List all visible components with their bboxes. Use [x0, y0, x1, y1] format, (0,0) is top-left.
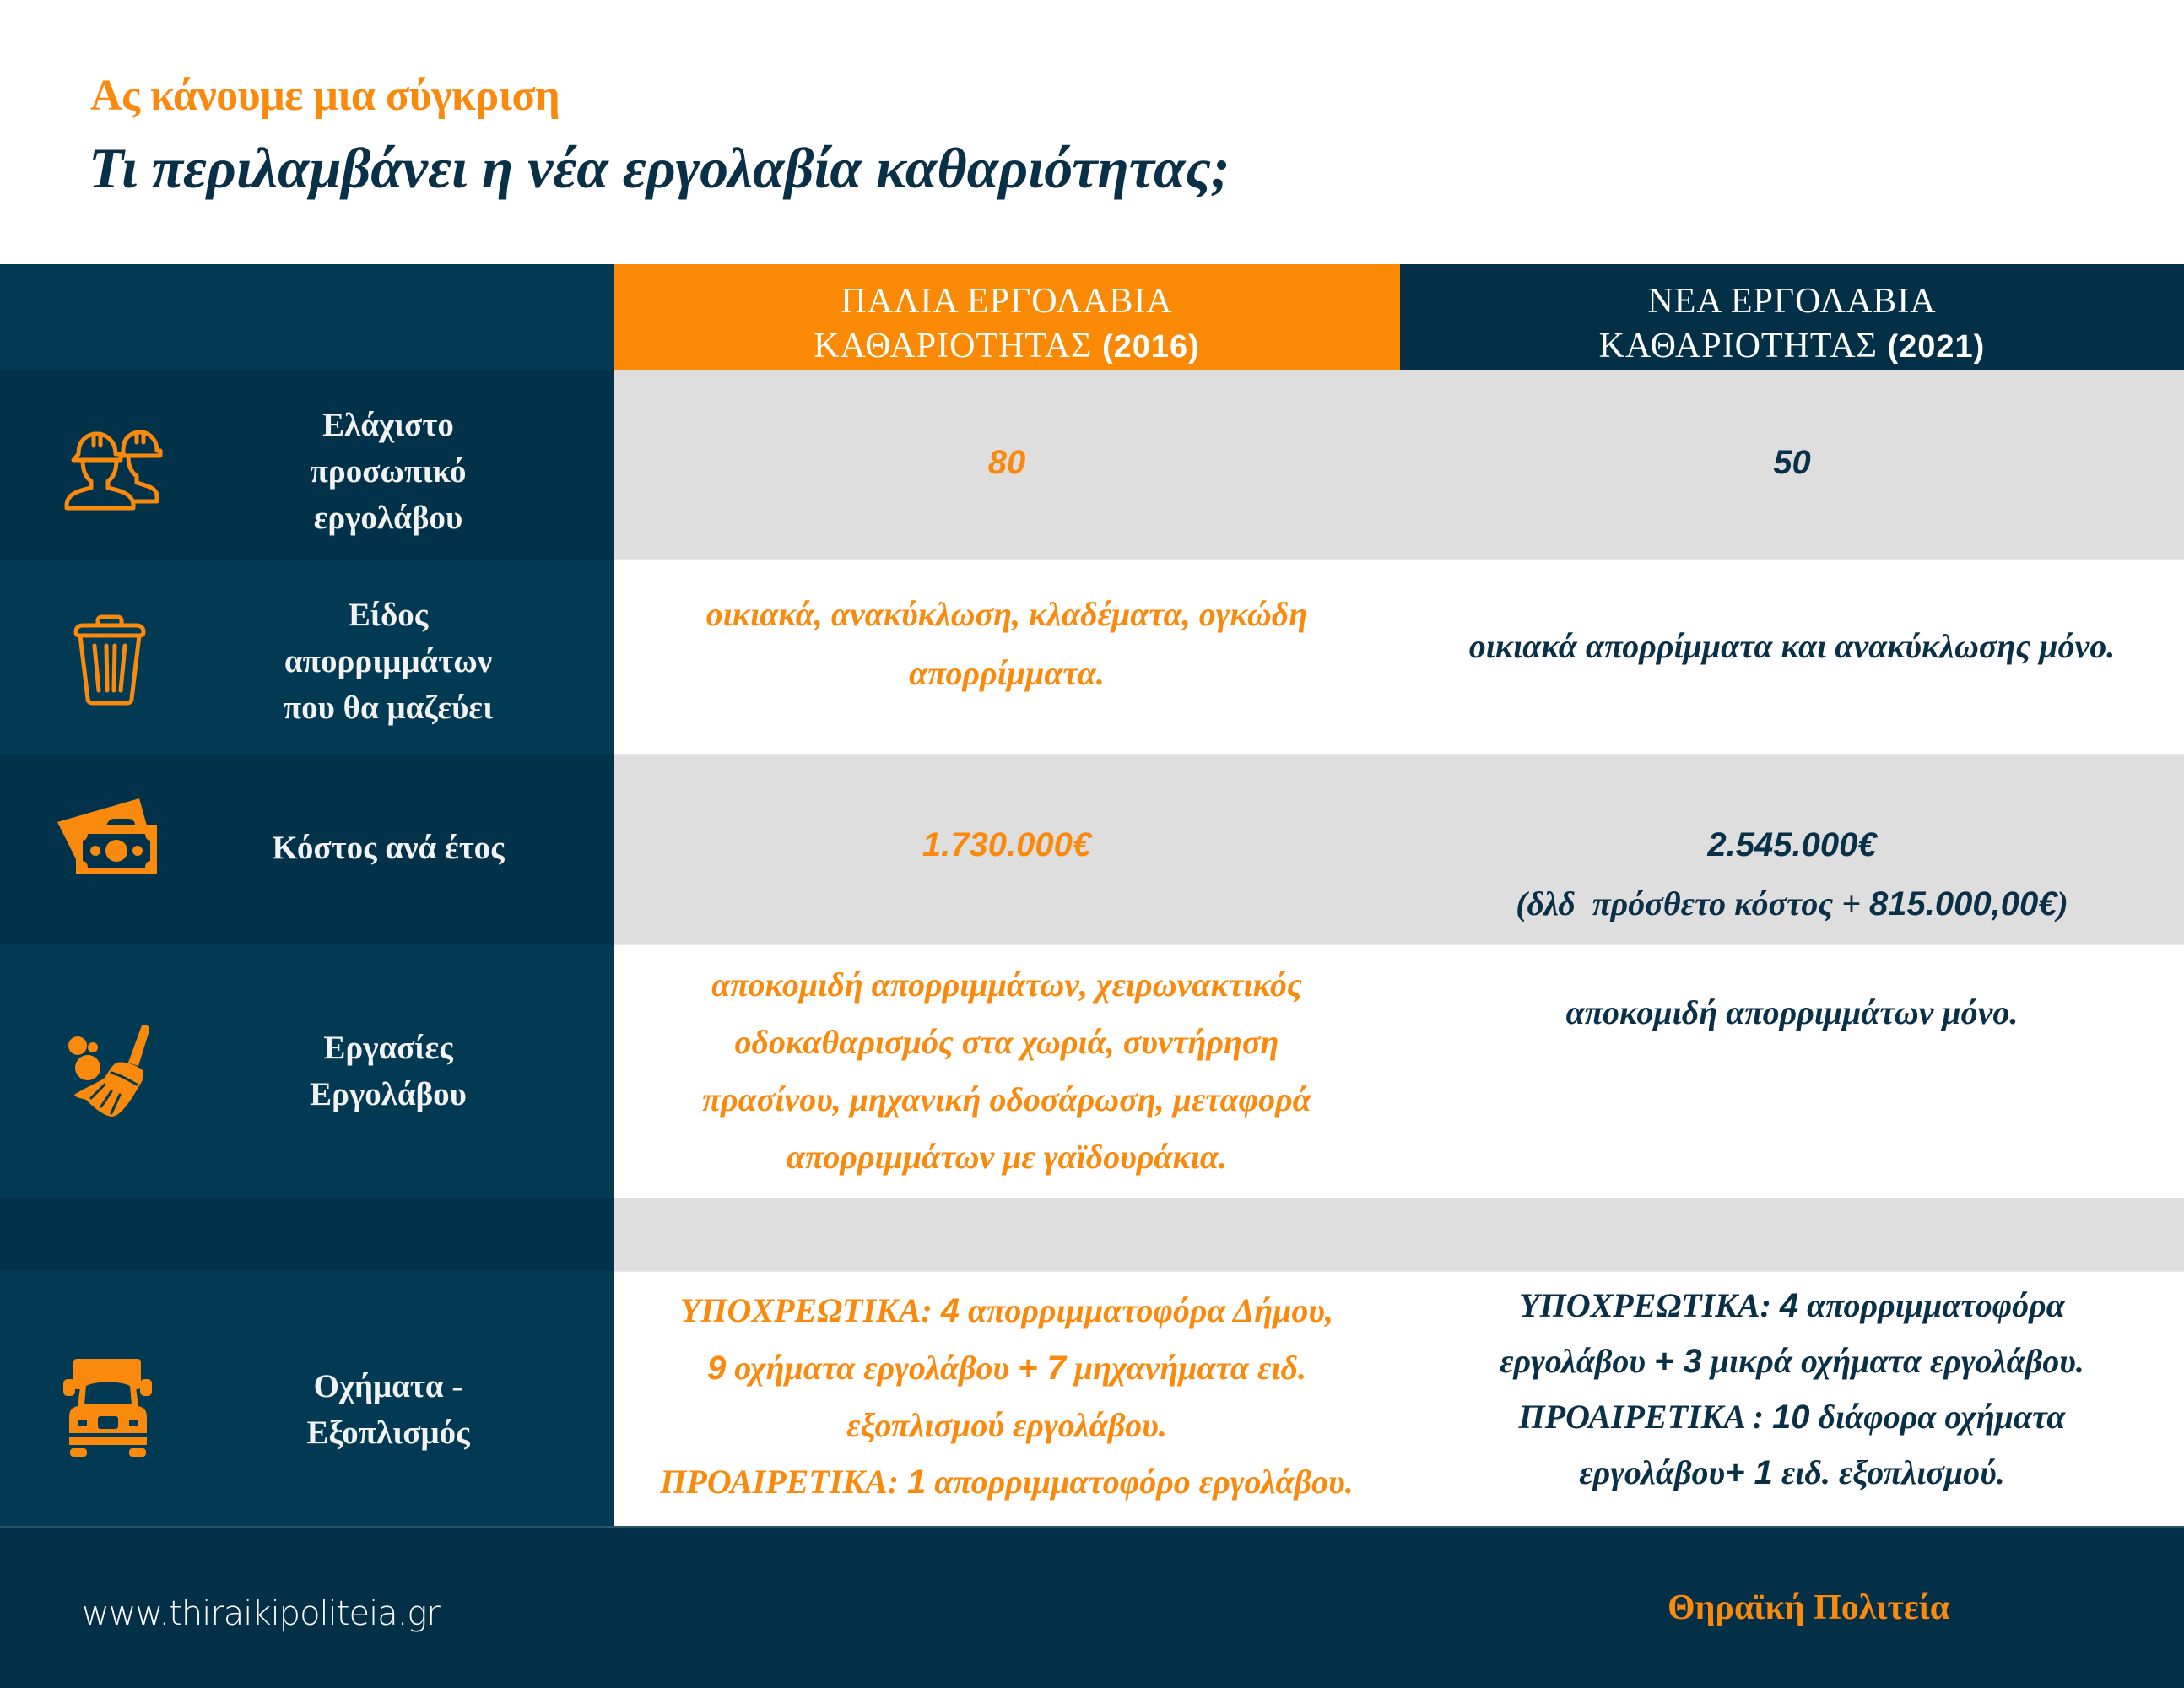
table-row-tasks — [0, 944, 2184, 1198]
row-label-line: Εξοπλισμός — [306, 1415, 470, 1451]
row-label-cell — [0, 944, 614, 1198]
row-label-line: Εργασίες — [323, 1030, 453, 1066]
column-header-old-year: (2016) — [1101, 329, 1200, 365]
row-divider — [614, 1270, 2184, 1272]
count: + 1 — [1725, 1454, 1773, 1491]
item-text: εργολάβου — [1579, 1453, 1726, 1491]
item-text: μικρά οχήματα εργολάβου. — [1701, 1342, 2084, 1380]
column-header-old — [614, 264, 1400, 370]
new-value-cell — [1400, 1271, 2184, 1526]
item-text: διάφορα οχήματα — [1809, 1398, 2066, 1436]
new-value-cell — [1400, 370, 2184, 560]
item-text: εξοπλισμού εργολάβου. — [846, 1406, 1167, 1444]
old-tasks-line: απορριμμάτων με γαϊδουράκια. — [787, 1138, 1227, 1176]
old-value-cell — [614, 560, 1400, 755]
old-cost-value: 1.730.000€ — [922, 826, 1092, 863]
new-cost-note-suffix: ) — [2057, 885, 2068, 922]
spacer-left — [0, 1198, 614, 1271]
column-header-old-line2: ΚΑΘΑΡΙΟΤΗΤΑΣ — [814, 327, 1093, 365]
column-header-new-line1: ΝΕΑ ΕΡΓΟΛΑΒΙΑ — [1647, 282, 1937, 321]
old-tasks-line: αποκομιδή απορριμμάτων, χειρωνακτικός — [711, 966, 1302, 1004]
count: 9 — [707, 1350, 727, 1387]
old-waste-line: οικιακά, ανακύκλωση, κλαδέματα, ογκώδη — [705, 595, 1308, 633]
new-value-cell — [1400, 944, 2184, 1198]
broom-icon — [51, 1014, 169, 1132]
new-cost-note-prefix: (δλδ πρόσθετο κόστος + — [1516, 885, 1869, 922]
new-vehicles-line — [1400, 1445, 2184, 1501]
item-text: ειδ. εξοπλισμού. — [1772, 1453, 2005, 1491]
optional-label: ΠΡΟΑΙΡΕΤΙΚΑ : — [1518, 1398, 1773, 1436]
new-value-cell — [1400, 755, 2184, 944]
construction-workers-icon — [51, 410, 169, 528]
spacer-new — [1400, 1198, 2184, 1271]
row-label-line: που θα μαζεύει — [283, 690, 494, 726]
old-vehicles-line — [597, 1339, 1417, 1397]
row-divider — [614, 559, 2184, 560]
item-text: εργολάβου — [1500, 1342, 1654, 1380]
spacer-old — [614, 1198, 1400, 1271]
new-vehicles-line — [1400, 1389, 2184, 1445]
column-header-old-line1: ΠΑΛΙΑ ΕΡΓΟΛΑΒΙΑ — [841, 282, 1173, 321]
row-label-line: εργολάβου — [313, 500, 463, 536]
new-cost-extra-value: 815.000,00€ — [1869, 885, 2057, 922]
old-value-cell — [614, 755, 1400, 944]
page-subtitle: Ας κάνουμε μια σύγκριση — [90, 72, 560, 120]
old-value-cell — [614, 1271, 1400, 1526]
item-text: απορριμματοφόρο εργολάβου. — [926, 1463, 1354, 1501]
item-text: μηχανήματα ειδ. — [1065, 1349, 1306, 1387]
old-vehicles-line — [597, 1282, 1417, 1339]
page-title: Τι περιλαμβάνει η νέα εργολαβία καθαριότητας; — [89, 136, 1230, 200]
table-row-waste-types — [0, 560, 2184, 755]
column-header-new — [1400, 264, 2184, 370]
brand-name: Θηραϊκή Πολιτεία — [1668, 1588, 1950, 1627]
row-label-line: Εργολάβου — [310, 1076, 467, 1112]
row-label-line: Είδος — [348, 597, 429, 633]
row-label-line: απορριμμάτων — [284, 643, 493, 679]
row-divider — [614, 944, 2184, 945]
footer — [0, 1526, 2184, 1688]
row-label-line: Οχήματα - — [313, 1368, 463, 1404]
row-label-cell — [0, 370, 614, 560]
row-label-line: Ελάχιστο — [322, 407, 454, 443]
new-waste-line: οικιακά απορρίμματα και ανακύκλωσης μόνο. — [1468, 627, 2116, 665]
count: 4 — [1779, 1287, 1799, 1324]
website-link[interactable]: www.thiraikipoliteia.gr — [82, 1594, 440, 1633]
money-bills-icon — [51, 787, 169, 905]
new-value-cell — [1400, 560, 2184, 755]
old-staff-value: 80 — [987, 444, 1026, 481]
row-label-cell — [0, 1271, 614, 1526]
row-label-cell — [0, 755, 614, 944]
row-label-line: Κόστος ανά έτος — [272, 830, 505, 866]
trash-bin-icon — [51, 593, 169, 711]
mandatory-label: ΥΠΟΧΡΕΩΤΙΚΑ: — [679, 1291, 941, 1329]
item-text: απορριμματοφόρα Δήμου, — [959, 1291, 1334, 1329]
old-value-cell — [614, 944, 1400, 1198]
item-text: οχήματα εργολάβου — [726, 1349, 1019, 1387]
count: + 3 — [1653, 1343, 1702, 1380]
old-value-cell — [614, 370, 1400, 560]
old-tasks-line: οδοκαθαρισμός στα χωριά, συντήρηση — [734, 1023, 1279, 1061]
new-staff-value: 50 — [1773, 444, 1811, 481]
column-header-new-line2: ΚΑΘΑΡΙΟΤΗΤΑΣ — [1598, 327, 1878, 365]
count: 1 — [907, 1463, 927, 1501]
row-label-line: προσωπικό — [310, 453, 467, 490]
mandatory-label: ΥΠΟΧΡΕΩΤΙΚΑ: — [1519, 1286, 1780, 1324]
new-tasks-line: αποκομιδή απορριμμάτων μόνο. — [1565, 993, 2019, 1031]
table-row-vehicles — [0, 1271, 2184, 1526]
truck-icon — [51, 1359, 169, 1477]
item-text: απορριμματοφόρα — [1798, 1286, 2065, 1324]
table-row-cost — [0, 755, 2184, 944]
new-cost-value: 2.545.000€ — [1707, 826, 1877, 863]
new-vehicles-line — [1400, 1278, 2184, 1334]
old-vehicles-line — [597, 1397, 1417, 1453]
old-waste-line: απορρίμματα. — [909, 654, 1105, 692]
count: 10 — [1772, 1399, 1810, 1436]
new-cost-note — [1400, 884, 2184, 923]
header-empty-cell — [0, 264, 614, 370]
table-row-staff — [0, 370, 2184, 560]
column-header-new-year: (2021) — [1887, 329, 1986, 365]
row-label-cell — [0, 560, 614, 755]
new-vehicles-line — [1400, 1334, 2184, 1389]
count: + 7 — [1018, 1350, 1066, 1387]
table-header-row — [0, 264, 2184, 370]
count: 4 — [940, 1292, 960, 1329]
old-vehicles-line — [597, 1453, 1417, 1511]
table-spacer-row — [0, 1198, 2184, 1271]
row-divider — [614, 754, 2184, 755]
old-tasks-line: πρασίνου, μηχανική οδοσάρωση, μεταφορά — [702, 1080, 1311, 1118]
optional-label: ΠΡΟΑΙΡΕΤΙΚΑ: — [660, 1463, 908, 1501]
